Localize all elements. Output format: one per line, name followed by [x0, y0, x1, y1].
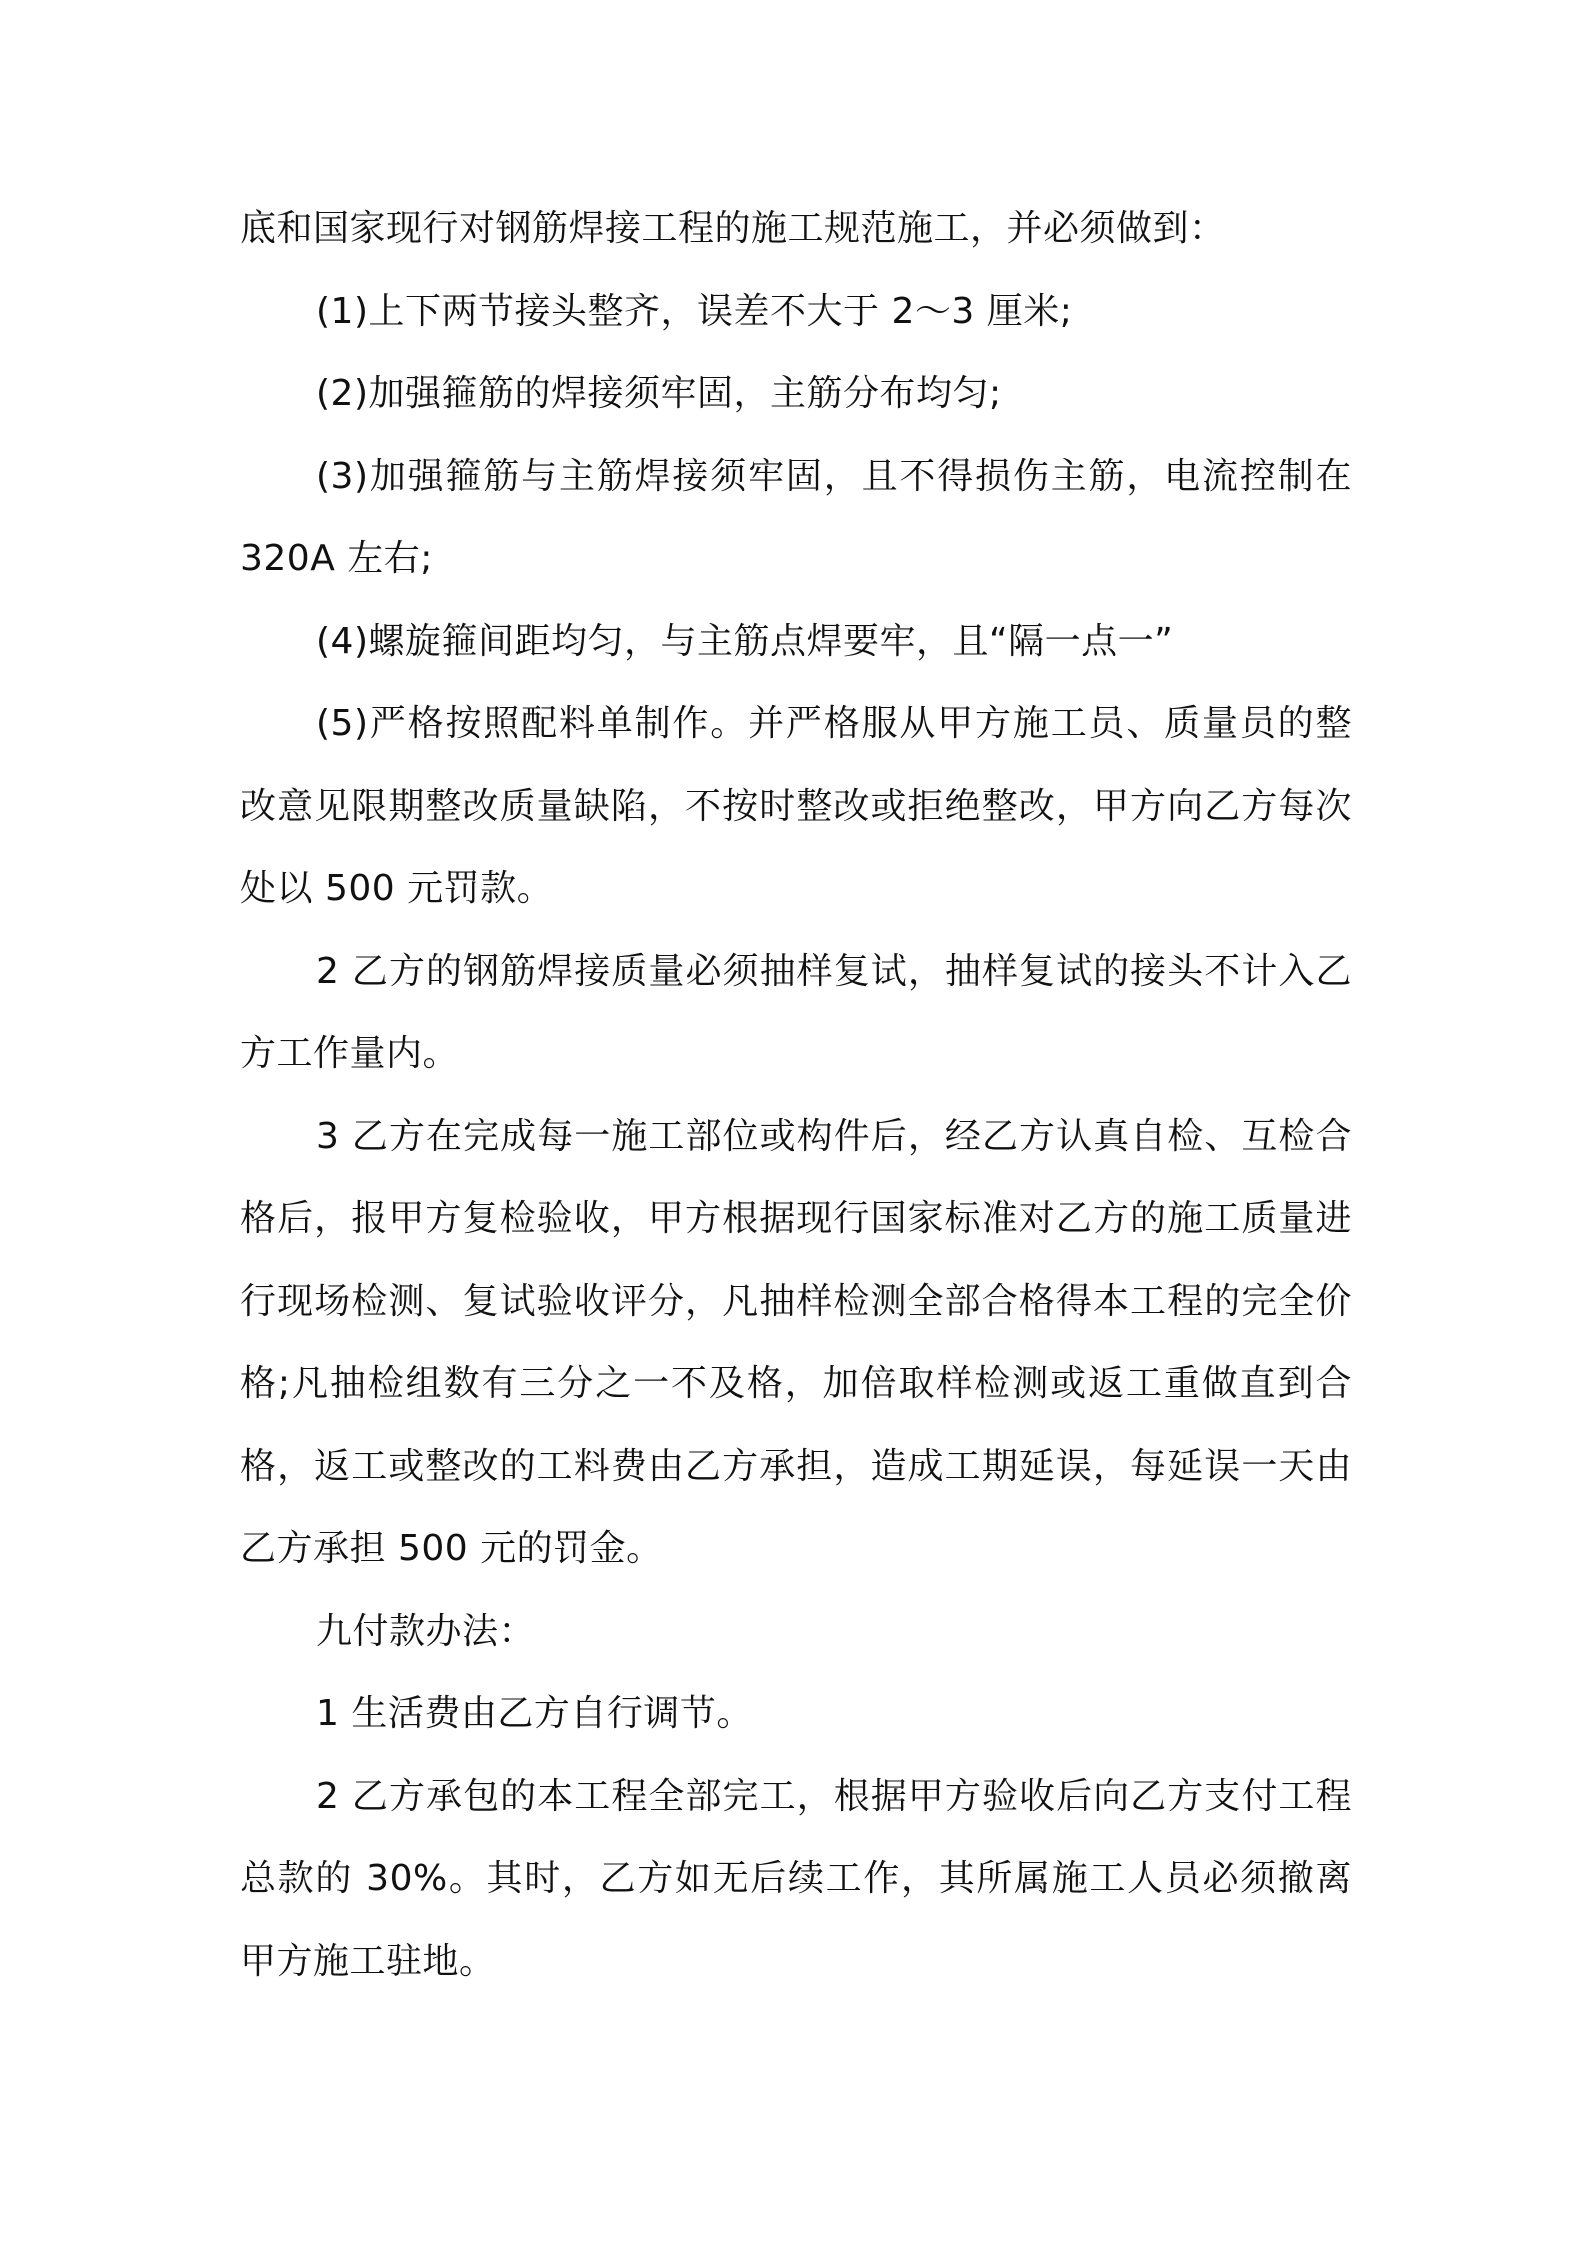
paragraph-item-1: (1)上下两节接头整齐，误差不大于 2～3 厘米;	[316, 290, 1073, 332]
paragraph-payment-1: 1 生活费由乙方自行调节。	[316, 1693, 753, 1734]
section-heading-payment: 九付款办法：	[316, 1610, 536, 1652]
paragraph-continuation: 底和国家现行对钢筋焊接工程的施工规范施工，并必须做到：	[240, 208, 1226, 249]
paragraph-item-3: (3)加强箍筋与主筋焊接须牢固，且不得损伤主筋，电流控制在 320A 左右;	[240, 455, 1352, 579]
paragraph-clause-2: 2 乙方的钢筋焊接质量必须抽样复试，抽样复试的接头不计入乙方工作量内。	[240, 950, 1352, 1074]
paragraph-payment-2: 2 乙方承包的本工程全部完工，根据甲方验收后向乙方支付工程总款的 30%。其时，乙方如无后续工作，其所属施工人员必须撤离甲方施工驻地。	[240, 1775, 1352, 1982]
paragraph-clause-3: 3 乙方在完成每一施工部位或构件后，经乙方认真自检、互检合格后，报甲方复检验收，甲方根据现行国家标准对乙方的施工质量进行现场检测、复试验收评分，凡抽样检测全部合格得本工程的完全价格;凡抽检组数有三分之一不及格，加倍取样检测或返工重做直到合格，返工或整改的工料费由乙方承担，造成工期延误，每延误一天由乙方承担 500 元的罚金。	[240, 1115, 1352, 1569]
paragraph-item-5: (5)严格按照配料单制作。并严格服从甲方施工员、质量员的整改意见限期整改质量缺陷，不按时整改或拒绝整改，甲方向乙方每次处以 500 元罚款。	[240, 703, 1352, 909]
paragraph-item-4: (4)螺旋箍间距均匀，与主筋点焊要牢，且“隔一点一”	[316, 620, 1174, 662]
paragraph-item-2: (2)加强箍筋的焊接须牢固，主筋分布均匀;	[316, 373, 1002, 414]
document-body	[240, 188, 1352, 2003]
